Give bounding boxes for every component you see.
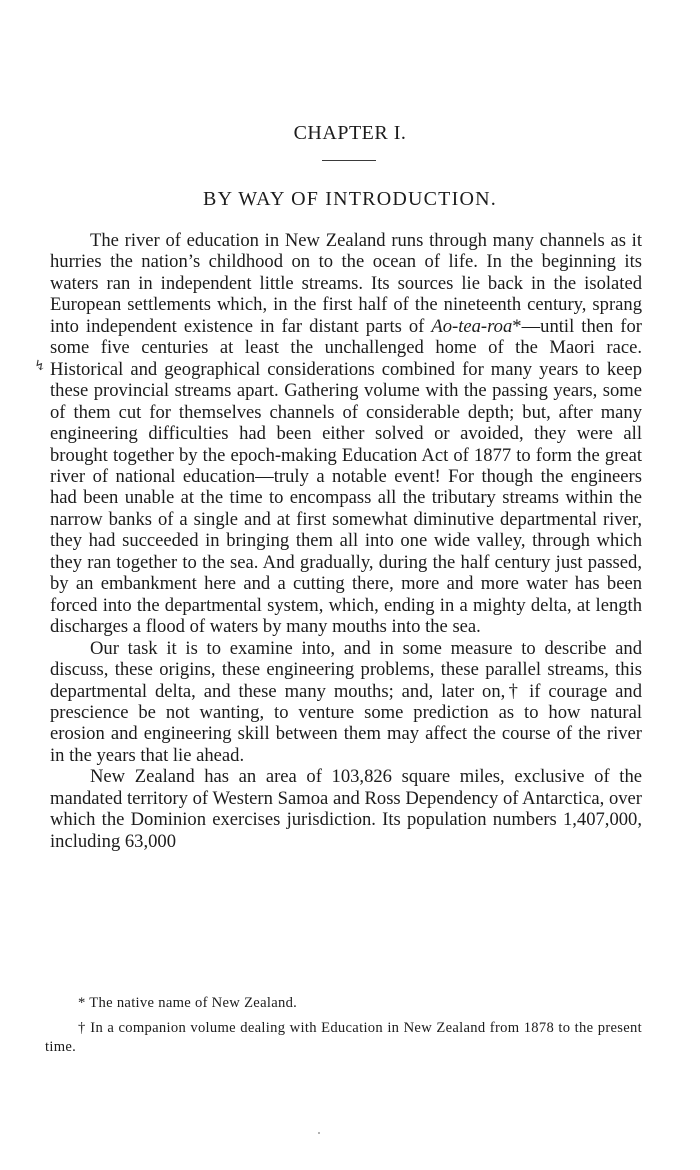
- body-text: [50, 230, 642, 852]
- footnote-2: † In a companion volume dealing with Education in New Zealand from 1878 to the present time.: [45, 1020, 642, 1055]
- footnote-1: * The native name of New Zealand.: [78, 995, 298, 1011]
- paragraph-3: New Zealand has an area of 103,826 square miles, exclusive of the mandated territory of Western Samoa and Ross Dependency of Antarctica, over which the Dominion exercises jurisdiction. Its population numbers 1,407,000, including 63,000: [50, 766, 642, 852]
- paragraph-1: The river of education in New Zealand runs through many channels as it hurries the nation’s childhood on to the ocean of life. In the beginning its waters ran in independent little streams. Its sources lie back in the isolated European settlements which, in the first half of the nineteenth century, sprang into independent existence in far distant parts of Ao-tea-roa*—until then for some five centuries at least the unchallenged home of the Maori race. Historical and geographical considerations combined for many years to keep these provincial streams apart. Gathering volume with the passing years, some of them cut for themselves channels of considerable depth; but, after many engineering difficulties had been either solved or avoided, they were all brought together by the epoch-making Education Act of 1877 to form the great river of national education—truly a notable event! For though the engineers had been unable at the time to encompass all the tributary streams within the narrow banks of a single and at first somewhat diminutive departmental river, they had succeeded in bringing them all into one wide valley, through which they ran together to the sea. And gradually, during the half century just passed, by an embankment here and a cutting there, more and more water has been forced into the departmental system, which, ending in a mighty delta, at length discharges a flood of waters by many mouths into the sea.: [50, 230, 642, 638]
- title-divider: [322, 160, 376, 161]
- chapter-title: CHAPTER I.: [293, 122, 407, 144]
- page-speck: [318, 1132, 320, 1134]
- maori-name: Ao-tea-roa: [431, 315, 513, 337]
- margin-mark: ↯: [34, 359, 46, 374]
- chapter-heading: BY WAY OF INTRODUCTION.: [203, 188, 497, 210]
- footnotes: [45, 994, 642, 1057]
- paragraph-2: Our task it is to examine into, and in some measure to describe and discuss, these origins, these engineering problems, these parallel streams, this departmental delta, and these many mouths; and, later on,† if courage and prescience be not wanting, to venture some prediction as to how natural erosion and engineering skill between them may affect the course of the river in the years that lie ahead.: [50, 637, 642, 766]
